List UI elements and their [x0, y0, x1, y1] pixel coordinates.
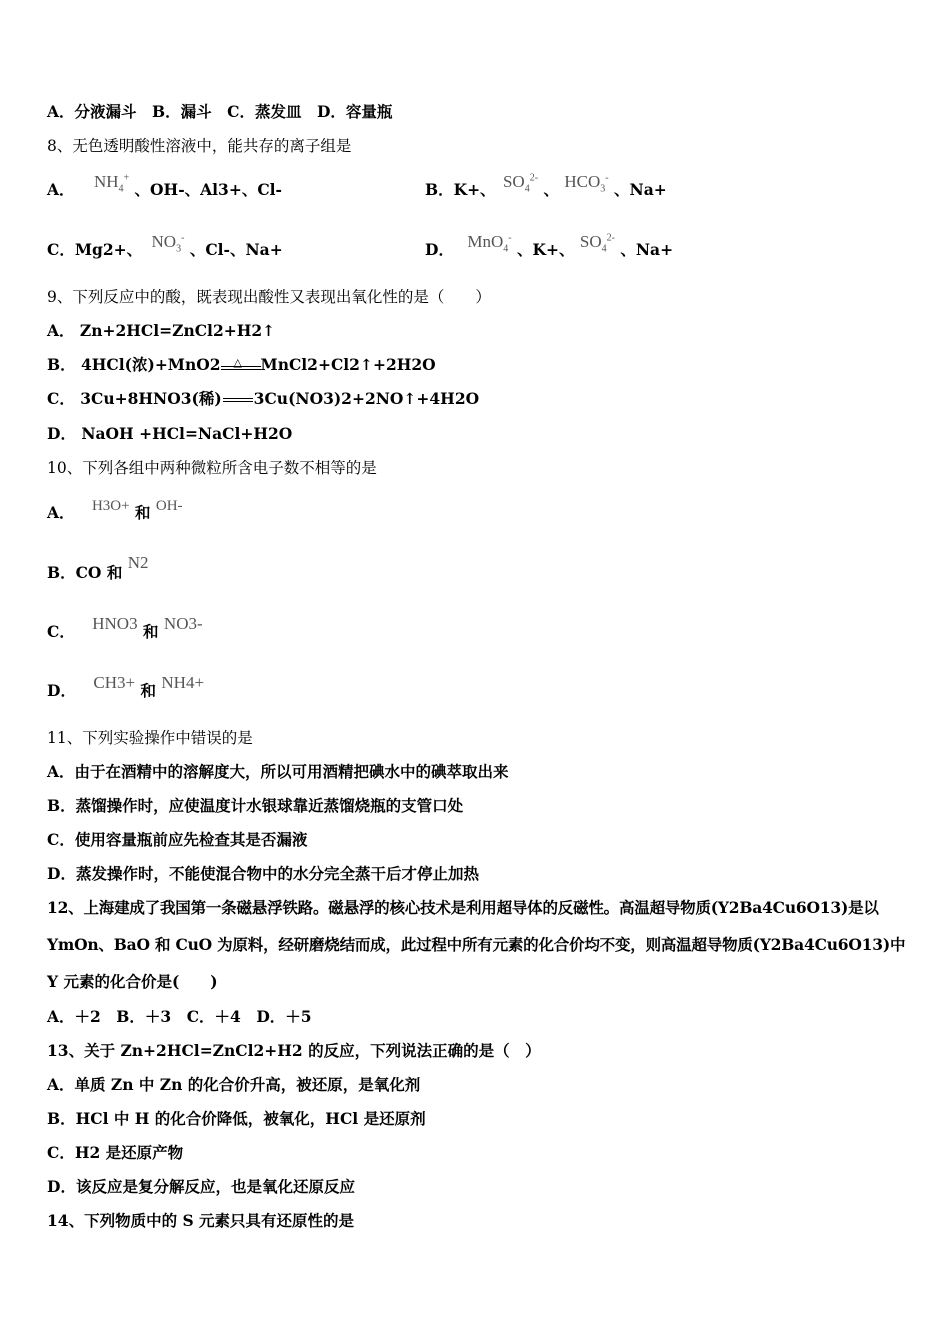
q8-option-d: D． MnO$_4$- 、K+、 $SO_4^{2-}$ 、Na+ [425, 232, 674, 259]
q8-option-d-formula-2: $SO_4^{2-}$ [579, 232, 615, 255]
q11-option-d: D．蒸发操作时，不能使混合物中的水分完全蒸干后才停止加热 [47, 864, 479, 883]
q10-option-b-formula: N2 [127, 553, 149, 572]
q8-option-a-rest: 、OH-、Al3+、Cl- [134, 180, 282, 199]
q11-stem: 11、下列实验操作中错误的是 [47, 729, 253, 747]
q14-stem: 14、下列物质中的 S 元素只具有还原性的是 [47, 1211, 355, 1230]
q13-option-b: B．HCl 中 H 的化合价降低，被氧化，HCl 是还原剂 [47, 1109, 426, 1128]
q13-option-c: C．H2 是还原产物 [47, 1143, 184, 1162]
q9-option-c: C． 3Cu+8HNO3(稀) 3Cu(NO3)2+2NO↑+4H2O [47, 389, 480, 408]
q10-option-d-formula-2: NH4+ [161, 673, 205, 692]
q9-option-a: A． Zn+2HCl=ZnCl2+H2↑ [47, 321, 276, 340]
q10-option-c-formula-1: HNO3 [92, 614, 138, 633]
q10-option-a: A． H3O+ 和 OH- [47, 498, 183, 522]
equals-sign [223, 398, 253, 402]
heat-condition-arrow: △ [221, 359, 261, 373]
q8-option-row-cd [47, 232, 674, 260]
q10-option-c: C． HNO3 和 NO3- [47, 614, 203, 641]
q13-option-d: D．该反应是复分解反应，也是氧化还原反应 [47, 1177, 355, 1196]
q9-stem: 9、下列反应中的酸，既表现出酸性又表现出氧化性的是（ ） [47, 288, 491, 306]
q8-option-row-ab [47, 172, 667, 200]
q12-options: A．＋2 B．＋3 C．＋4 D．＋5 [47, 1007, 312, 1026]
q13-stem: 13、关于 Zn+2HCl=ZnCl2+H2 的反应，下列说法正确的是（ ） [47, 1041, 541, 1060]
q10-option-a-formula-2: OH- [155, 498, 183, 514]
q11-option-a: A．由于在酒精中的溶解度大，所以可用酒精把碘水中的碘萃取出来 [47, 762, 509, 781]
q8-option-d-formula-1: MnO$_4$- [467, 232, 512, 255]
q7-options: A．分液漏斗 B．漏斗 C．蒸发皿 D．容量瓶 [47, 102, 393, 121]
q8-option-c-formula: $NO_3^-$ [151, 232, 185, 255]
q9-option-b: B． 4HCl(浓)+MnO2 △ MnCl2+Cl2↑+2H2O [47, 355, 436, 374]
q10-option-d: D． CH3+ 和 NH4+ [47, 673, 205, 700]
q8-option-c-rest: 、Cl-、Na+ [189, 240, 283, 259]
q10-option-d-formula-1: CH3+ [93, 673, 136, 692]
q10-option-a-formula-1: H3O+ [91, 498, 130, 514]
q12-stem-line-3: Y 元素的化合价是( ) [47, 972, 218, 991]
q11-option-b: B．蒸馏操作时，应使温度计水银球靠近蒸馏烧瓶的支管口处 [47, 796, 464, 815]
q8-option-a-label: A． [47, 180, 75, 199]
q9-option-d: D． NaOH +HCl=NaCl+H2O [47, 424, 293, 443]
q12-stem-line-2: YmOn、BaO 和 CuO 为原料，经研磨烧结而成，此过程中所有元素的化合价均不变，则高温超导物质(Y2Ba4Cu6O13)中 [47, 935, 906, 954]
q11-option-c: C．使用容量瓶前应先检查其是否漏液 [47, 830, 308, 849]
q10-option-b: B．CO 和 N2 [47, 553, 149, 582]
q10-stem: 10、下列各组中两种微粒所含电子数不相等的是 [47, 459, 377, 477]
q10-option-c-formula-2: NO3- [163, 614, 203, 633]
q8-option-c-label: C．Mg2+、 [47, 240, 143, 259]
q8-option-a-formula: $NH_4^+$ [93, 172, 130, 195]
q8-stem: 8、无色透明酸性溶液中，能共存的离子组是 [47, 137, 352, 155]
q13-option-a: A．单质 Zn 中 Zn 的化合价升高，被还原，是氧化剂 [47, 1075, 421, 1094]
q8-option-b: B．K+、 $SO_4^{2-}$ 、 $HCO_3^-$ 、Na+ [425, 172, 667, 199]
q12-stem-line-1: 12、上海建成了我国第一条磁悬浮铁路。磁悬浮的核心技术是利用超导体的反磁性。高温超导物质(Y2Ba4Cu6O13)是以 [47, 898, 879, 917]
q8-option-b-formula-2: $HCO_3^-$ [564, 172, 609, 195]
q8-option-b-formula-1: $SO_4^{2-}$ [502, 172, 539, 195]
